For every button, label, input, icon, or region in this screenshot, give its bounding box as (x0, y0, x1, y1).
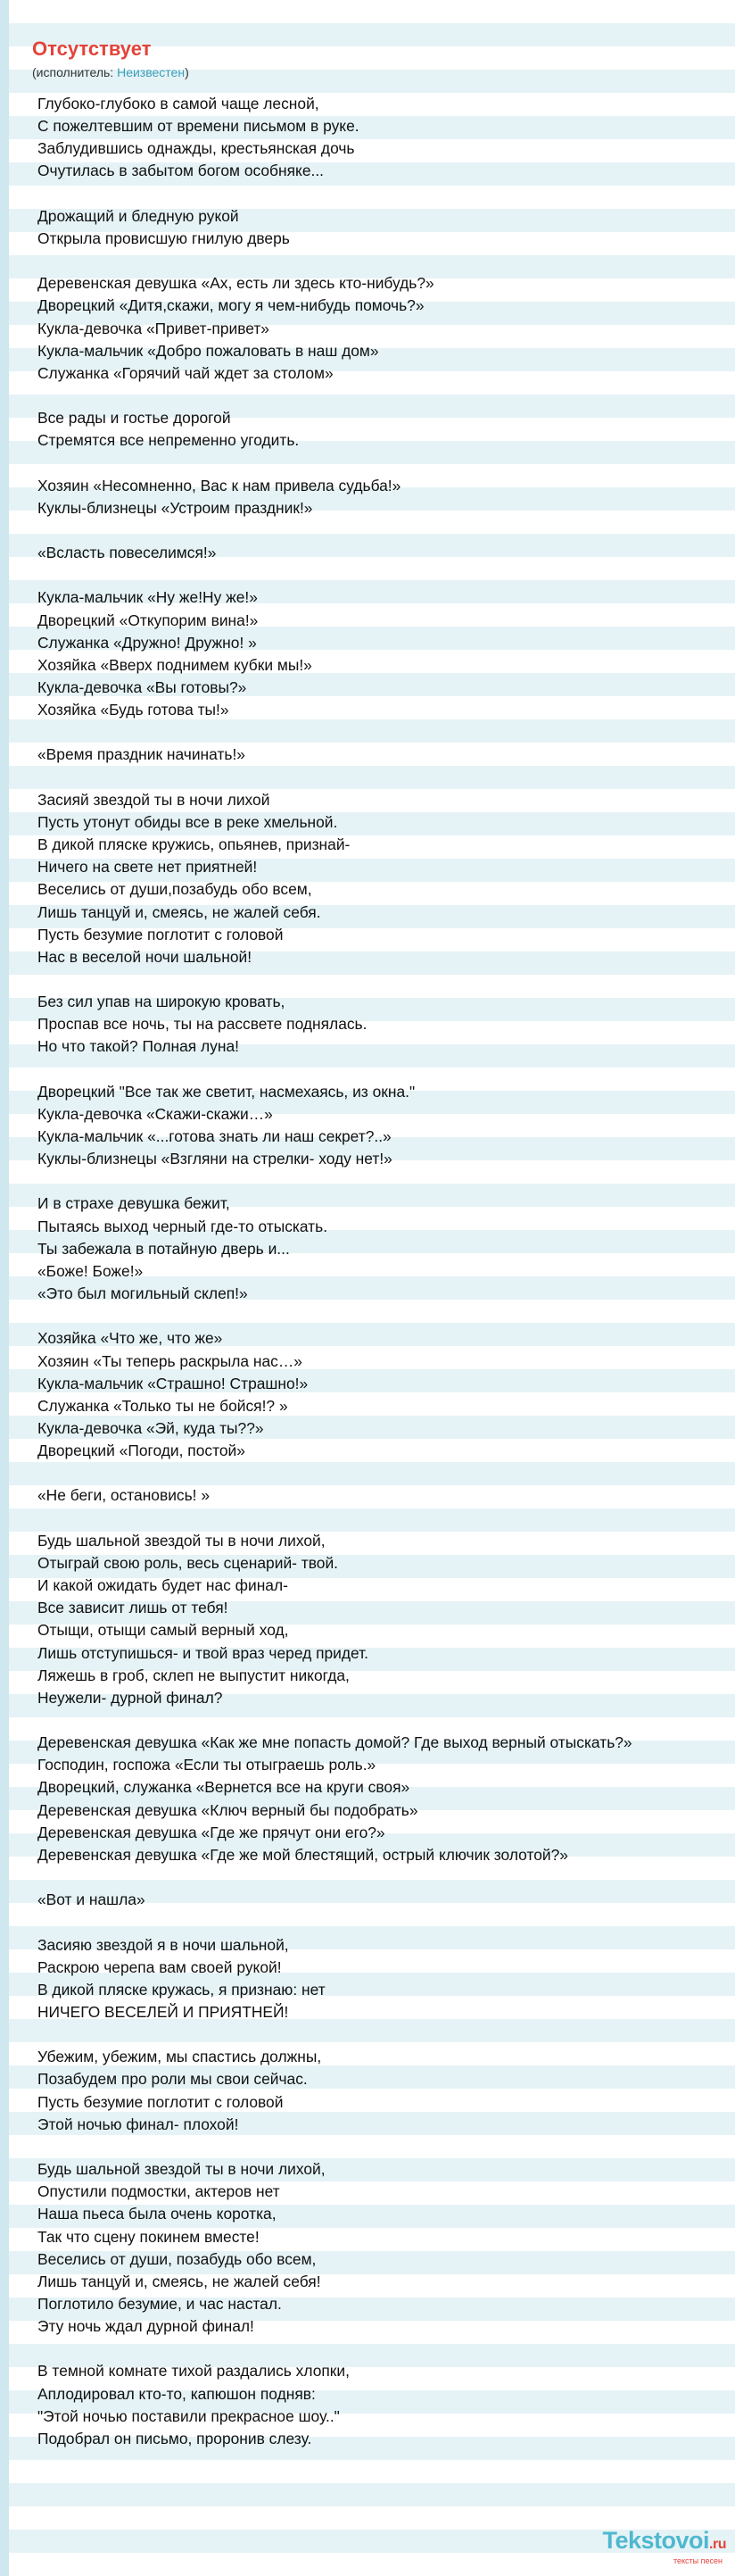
lyrics-line: Убежим, убежим, мы спастись должны, (37, 2048, 322, 2066)
logo-wordmark (603, 2527, 726, 2558)
lyrics-stanza (37, 1889, 733, 1911)
lyrics-line: Кукла-мальчик «Ну же!Ну же!» (37, 588, 258, 607)
lyrics-line: Этой ночью финал- плохой! (37, 2115, 239, 2133)
lyrics-line: Кукла-девочка «Вы готовы?» (37, 677, 247, 696)
lyrics-line: Очутилась в забытом богом особняке... (37, 162, 325, 180)
lyrics-line: Кукла-мальчик «Страшно! Страшно!» (37, 1374, 309, 1392)
lyrics-line: В дикой пляске кружись, опьянев, признай- (37, 835, 351, 854)
lyrics-line: Куклы-близнецы «Устроим праздник!» (37, 498, 313, 517)
lyrics-line: Деревенская девушка «Ключ верный бы подобрать» (37, 1800, 418, 1819)
lyrics-line: Наша пьеса была очень коротка, (37, 2205, 277, 2223)
lyrics-line: Дворецкий «Дитя,скажи, могу я чем-нибудь помочь?» (37, 296, 425, 315)
lyrics-stanza (37, 407, 733, 452)
lyrics-line: Хозяин «Ты теперь раскрыла нас…» (37, 1351, 302, 1370)
lyrics-stanza (37, 2158, 733, 2338)
lyrics-line: Подобрал он письмо, проронив слезу. (37, 2429, 312, 2447)
lyrics-stanza (37, 586, 733, 721)
lyrics-stanza (37, 1530, 733, 1709)
lyrics-stanza (37, 205, 733, 250)
lyrics-line: Заблудившись однажды, крестьянская дочь (37, 139, 355, 158)
lyrics-line: Кукла-мальчик «...готова знать ли наш секрет?..» (37, 1127, 392, 1146)
lyrics-stanza (37, 1192, 733, 1305)
song-header (32, 37, 189, 80)
lyrics-line: Все зависит лишь от тебя! (37, 1599, 228, 1617)
lyrics-stanza (37, 1081, 733, 1171)
lyrics-line: Ты забежала в потайную дверь и... (37, 1239, 290, 1258)
lyrics-line: Кукла-девочка «Эй, куда ты??» (37, 1419, 264, 1438)
lyrics-line: НИЧЕГО ВЕСЕЛЕЙ И ПРИЯТНЕЙ! (37, 2003, 289, 2022)
lyrics-stanza (37, 542, 733, 564)
lyrics-line: Пусть утонут обиды все в реке хмельной. (37, 812, 338, 831)
artist-link[interactable]: Неизвестен (117, 65, 186, 79)
lyrics-line: Глубоко-глубоко в самой чаще лесной, (37, 95, 319, 112)
lyrics-line: Пытаясь выход черный где-то отыскать. (37, 1217, 328, 1235)
lyrics-line: Лишь танцуй и, смеясь, не жалей себя! (37, 2272, 321, 2290)
lyrics-line: Отыграй свою роль, весь сценарий- твой. (37, 1553, 339, 1572)
lyrics-stanza (37, 93, 733, 183)
lyrics-stanza (37, 2046, 733, 2136)
lyrics-line: Поглотило безумие, и час настал. (37, 2295, 282, 2314)
lyrics-line: Пусть безумие поглотит с головой (37, 2092, 284, 2111)
lyrics-line: «Время праздник начинать!» (37, 745, 245, 764)
lyrics-line: Ляжешь в гроб, склеп не выпустит никогда, (37, 1666, 350, 1684)
lyrics-line: Дворецкий, служанка «Вернется все на круги своя» (37, 1778, 410, 1797)
lyrics-line: Кукла-мальчик «Добро пожаловать в наш дом» (37, 341, 379, 360)
lyrics-line: И какой ожидать будет нас финал- (37, 1576, 288, 1595)
lyrics-stanza (37, 744, 733, 766)
lyrics-line: Кукла-девочка «Привет-привет» (37, 319, 269, 337)
lyrics-line: С пожелтевшим от времени письмом в руке. (37, 117, 359, 136)
artist-line (32, 64, 189, 80)
lyrics-line: Хозяин «Несомненно, Вас к нам привела судьба!» (37, 476, 401, 494)
lyrics-line: Отыщи, отыщи самый верный ход, (37, 1621, 289, 1640)
lyrics-line: Господин, госпожа «Если ты отыграешь роль.» (37, 1756, 376, 1774)
lyrics-line: Веселись от души, позабудь обо всем, (37, 2249, 317, 2268)
lyrics-line: «Не беги, остановись! » (37, 1486, 211, 1505)
lyrics-stanza (37, 1732, 733, 1866)
lyrics-line: Будь шальной звездой ты в ночи лихой, (37, 1531, 326, 1550)
lyrics-line: Куклы-близнецы «Взгляни на стрелки- ходу нет!» (37, 1150, 392, 1168)
lyrics-line: Раскрою черепа вам своей рукой! (37, 1957, 282, 1976)
lyrics-line: Стремятся все непременно угодить. (37, 431, 300, 450)
lyrics-line: Все рады и гостье дорогой (37, 409, 231, 428)
lyrics-line: Открыла провисшую гнилую дверь (37, 229, 290, 247)
lyrics-line: Опустили подмостки, актеров нет (37, 2182, 280, 2201)
lyrics-line: И в страхе девушка бежит, (37, 1194, 230, 1213)
lyrics-stanza (37, 2360, 733, 2450)
lyrics-line: Неужели- дурной финал? (37, 1688, 223, 1707)
lyrics-line: «Всласть повеселимся!» (37, 544, 217, 562)
site-logo[interactable] (603, 2527, 726, 2565)
lyrics-line: Дворецкий «Погоди, постой» (37, 1442, 245, 1460)
lyrics-stanza (37, 272, 733, 385)
lyrics-line: Но что такой? Полная луна! (37, 1037, 239, 1056)
lyrics-line: Веселись от души,позабудь обо всем, (37, 880, 312, 899)
lyrics-line: Служанка «Горячий чай ждет за столом» (37, 363, 334, 382)
lyrics-line: Лишь отступишься- и твой враз черед придет. (37, 1643, 369, 1662)
lyrics-stanza (37, 1484, 733, 1507)
artist-prefix: (исполнитель: (32, 65, 118, 79)
lyrics-line: Аплодировал кто-то, капюшон подняв: (37, 2384, 316, 2403)
lyrics-line: Служанка «Только ты не бойся!? » (37, 1396, 288, 1415)
lyrics-line: "Этой ночью поставили прекрасное шоу.." (37, 2406, 340, 2425)
lyrics-line: Позабудем про роли мы свои сейчас. (37, 2070, 308, 2089)
artist-suffix: ) (185, 65, 189, 79)
lyrics-line: В темной комнате тихой раздались хлопки, (37, 2362, 350, 2381)
logo-tagline: тексты песен (673, 2556, 723, 2565)
lyrics-line: «Это был могильный склеп!» (37, 1284, 248, 1303)
logo-tld: .ru (709, 2537, 726, 2552)
lyrics-line: Ничего на свете нет приятней! (37, 858, 258, 877)
lyrics-line: Проспав все ночь, ты на рассвете поднялась. (37, 1015, 368, 1034)
lyrics-line: Пусть безумие поглотит с головой (37, 925, 284, 943)
lyrics-line: Деревенская девушка «Где же мой блестящий, острый ключик золотой?» (37, 1845, 568, 1864)
lyrics-line: Хозяйка «Что же, что же» (37, 1329, 223, 1348)
lyrics-line: Деревенская девушка «Как же мне попасть домой? Где выход верный отыскать?» (37, 1733, 632, 1752)
lyrics-line: Нас в веселой ночи шальной! (37, 947, 252, 966)
lyrics-line: Хозяйка «Вверх поднимем кубки мы!» (37, 655, 312, 674)
lyrics-stanza (37, 475, 733, 519)
lyrics-line: Служанка «Дружно! Дружно! » (37, 633, 257, 652)
lyrics-line: Будь шальной звездой ты в ночи лихой, (37, 2160, 326, 2179)
lyrics-line: Деревенская девушка «Где же прячут они его?» (37, 1823, 385, 1841)
lyrics-line: Дворецкий «Откупорим вина!» (37, 611, 259, 629)
logo-name: Tekstovoi (602, 2527, 710, 2554)
lyrics-line: Засияй звездой ты в ночи лихой (37, 790, 270, 809)
lyrics-line: Без сил упав на широкую кровать, (37, 993, 285, 1011)
lyrics-line: Деревенская девушка «Ах, есть ли здесь кто-нибудь?» (37, 274, 434, 293)
lyrics-line: «Боже! Боже!» (37, 1261, 144, 1280)
lyrics-line: Лишь танцуй и, смеясь, не жалей себя. (37, 902, 321, 921)
lyrics-line: Засияю звездой я в ночи шальной, (37, 1935, 289, 1954)
lyrics-stanza (37, 1934, 733, 2024)
lyrics-line: Кукла-девочка «Скажи-скажи…» (37, 1104, 273, 1123)
lyrics-line: Эту ночь ждал дурной финал! (37, 2317, 254, 2336)
lyrics-line: Дрожащий и бледную рукой (37, 206, 239, 225)
lyrics-stanza (37, 1327, 733, 1462)
lyrics-text (37, 93, 733, 2472)
lyrics-line: В дикой пляске кружась, я признаю: нет (37, 1980, 326, 1998)
lyrics-line: «Вот и нашла» (37, 1890, 145, 1909)
lyrics-line: Хозяйка «Будь готова ты!» (37, 701, 229, 719)
lyrics-stanza (37, 991, 733, 1058)
song-title: Отсутствует (32, 37, 152, 60)
lyrics-line: Дворецкий "Все так же светит, насмехаясь, из окна." (37, 1082, 416, 1101)
lyrics-stanza (37, 789, 733, 968)
lyrics-line: Так что сцену покинем вместе! (37, 2227, 260, 2246)
